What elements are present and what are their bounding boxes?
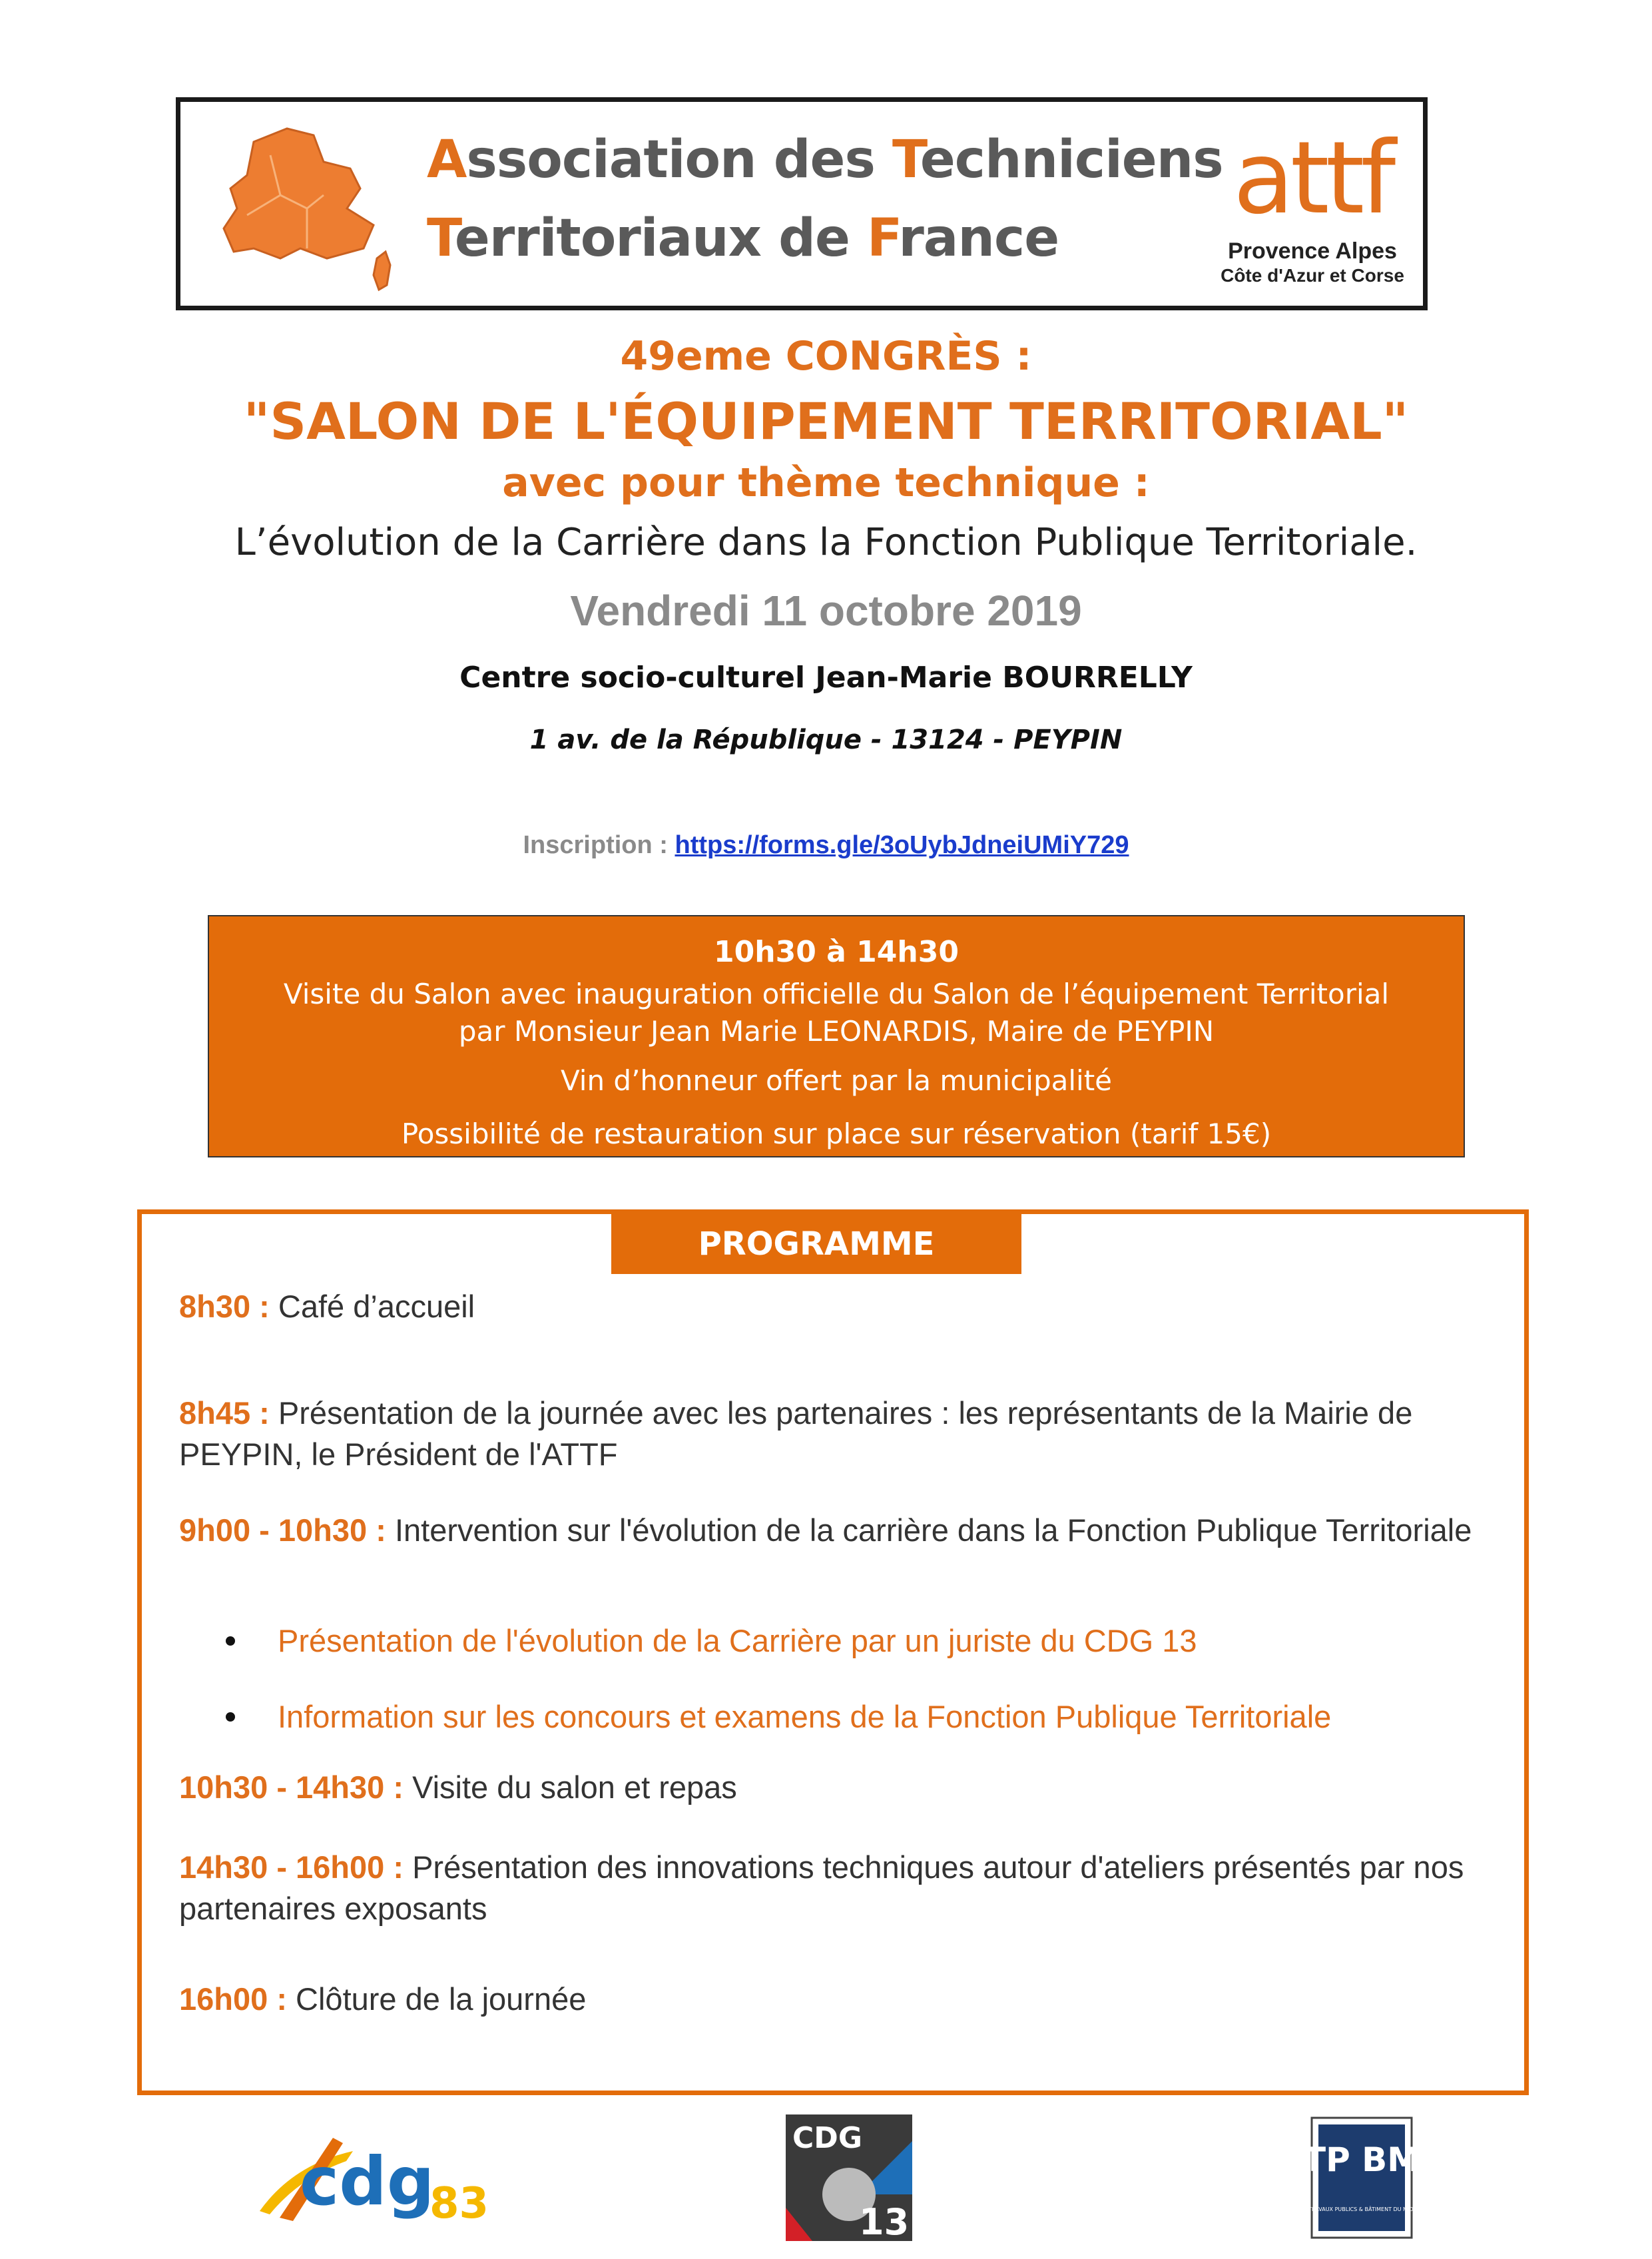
bullet-text: Information sur les concours et examens de la Fonction Publique Territoriale [278, 1699, 1332, 1734]
bullet-icon [226, 1712, 235, 1722]
attf-logo-region-sub: Côte d'Azur et Corse [1221, 265, 1404, 286]
programme-text: Visite du salon et repas [412, 1770, 737, 1805]
association-name-line2: Territoriaux de France [427, 208, 1059, 268]
cdg13-logo-text: CDG [792, 2121, 862, 2155]
cdg83-logo-number: 83 [429, 2179, 489, 2228]
inscription-line [0, 831, 1652, 860]
association-name-line1: Association des Techniciens [427, 130, 1223, 190]
bullet-text: Présentation de l'évolution de la Carrière par un juriste du CDG 13 [278, 1623, 1197, 1658]
programme-time: 8h30 : [179, 1289, 278, 1324]
programme-text: Intervention sur l'évolution de la carrière dans la Fonction Publique Territoriale [394, 1512, 1472, 1548]
attf-logo-word: attf [1233, 121, 1392, 236]
programme-box [137, 1209, 1529, 2095]
programme-item [179, 1393, 1484, 1475]
tpbm-logo [1302, 2118, 1421, 2238]
programme-item [179, 1979, 1484, 2020]
salon-title: "SALON DE L'ÉQUIPEMENT TERRITORIAL" [243, 392, 1409, 451]
theme-heading: avec pour thème technique : [502, 460, 1150, 506]
inscription-link[interactable]: https://forms.gle/3oUybJdneiUMiY729 [675, 831, 1129, 859]
tpbm-logo-subtext: TRAVAUX PUBLICS & BÂTIMENT DU MIDI [1308, 2206, 1415, 2212]
programme-time: 10h30 - 14h30 : [179, 1770, 413, 1805]
programme-item [179, 1847, 1484, 1929]
info-line: Possibilité de restauration sur place sur réservation (tarif 15€) [401, 1118, 1272, 1150]
programme-bullet [278, 1620, 1583, 1662]
programme-text: Clôture de la journée [296, 1981, 587, 2017]
programme-time: 9h00 - 10h30 : [179, 1512, 395, 1548]
programme-item [179, 1510, 1484, 1551]
programme-title: PROGRAMME [611, 1214, 1021, 1274]
info-line: Visite du Salon avec inauguration officielle du Salon de l’équipement Territorial [283, 978, 1390, 1010]
programme-time: 14h30 - 16h00 : [179, 1849, 413, 1885]
cdg83-logo-text: cdg [300, 2142, 435, 2220]
congress-title: 49eme CONGRÈS : [620, 333, 1032, 380]
programme-text: Café d’accueil [278, 1289, 475, 1324]
venue-name: Centre socio-culturel Jean-Marie BOURRELLY [459, 661, 1193, 695]
info-time: 10h30 à 14h30 [714, 935, 959, 969]
theme-text: L’évolution de la Carrière dans la Fonction Publique Territoriale. [234, 521, 1418, 564]
attf-logo [1213, 115, 1412, 302]
cdg83-logo [253, 2124, 493, 2228]
tpbm-logo-text: TP BM [1302, 2140, 1421, 2179]
programme-item [179, 1767, 1484, 1808]
programme-item [179, 1286, 1484, 1327]
bullet-icon [226, 1636, 235, 1646]
programme-bullet [278, 1696, 1583, 1738]
info-line: par Monsieur Jean Marie LEONARDIS, Maire de PEYPIN [458, 1015, 1215, 1048]
venue-address: 1 av. de la République - 13124 - PEYPIN [529, 725, 1123, 755]
event-date: Vendredi 11 octobre 2019 [570, 587, 1082, 635]
cdg13-logo-number: 13 [859, 2201, 910, 2243]
salon-info-box [208, 915, 1465, 1157]
programme-text: Présentation des innovations techniques autour d'ateliers présentés par nos partenaires exposants [179, 1849, 1464, 1926]
info-line: Vin d’honneur offert par la municipalité [560, 1064, 1113, 1097]
attf-logo-region: Provence Alpes [1228, 238, 1397, 264]
programme-time: 8h45 : [179, 1395, 278, 1431]
programme-text: Présentation de la journée avec les partenaires : les représentants de la Mairie de PEYPIN, le Président de l'ATTF [179, 1395, 1413, 1472]
paca-map-icon [207, 115, 407, 295]
inscription-label: Inscription : [523, 831, 675, 859]
cdg13-logo [786, 2114, 912, 2241]
programme-time: 16h00 : [179, 1981, 296, 2017]
association-banner [176, 97, 1428, 310]
